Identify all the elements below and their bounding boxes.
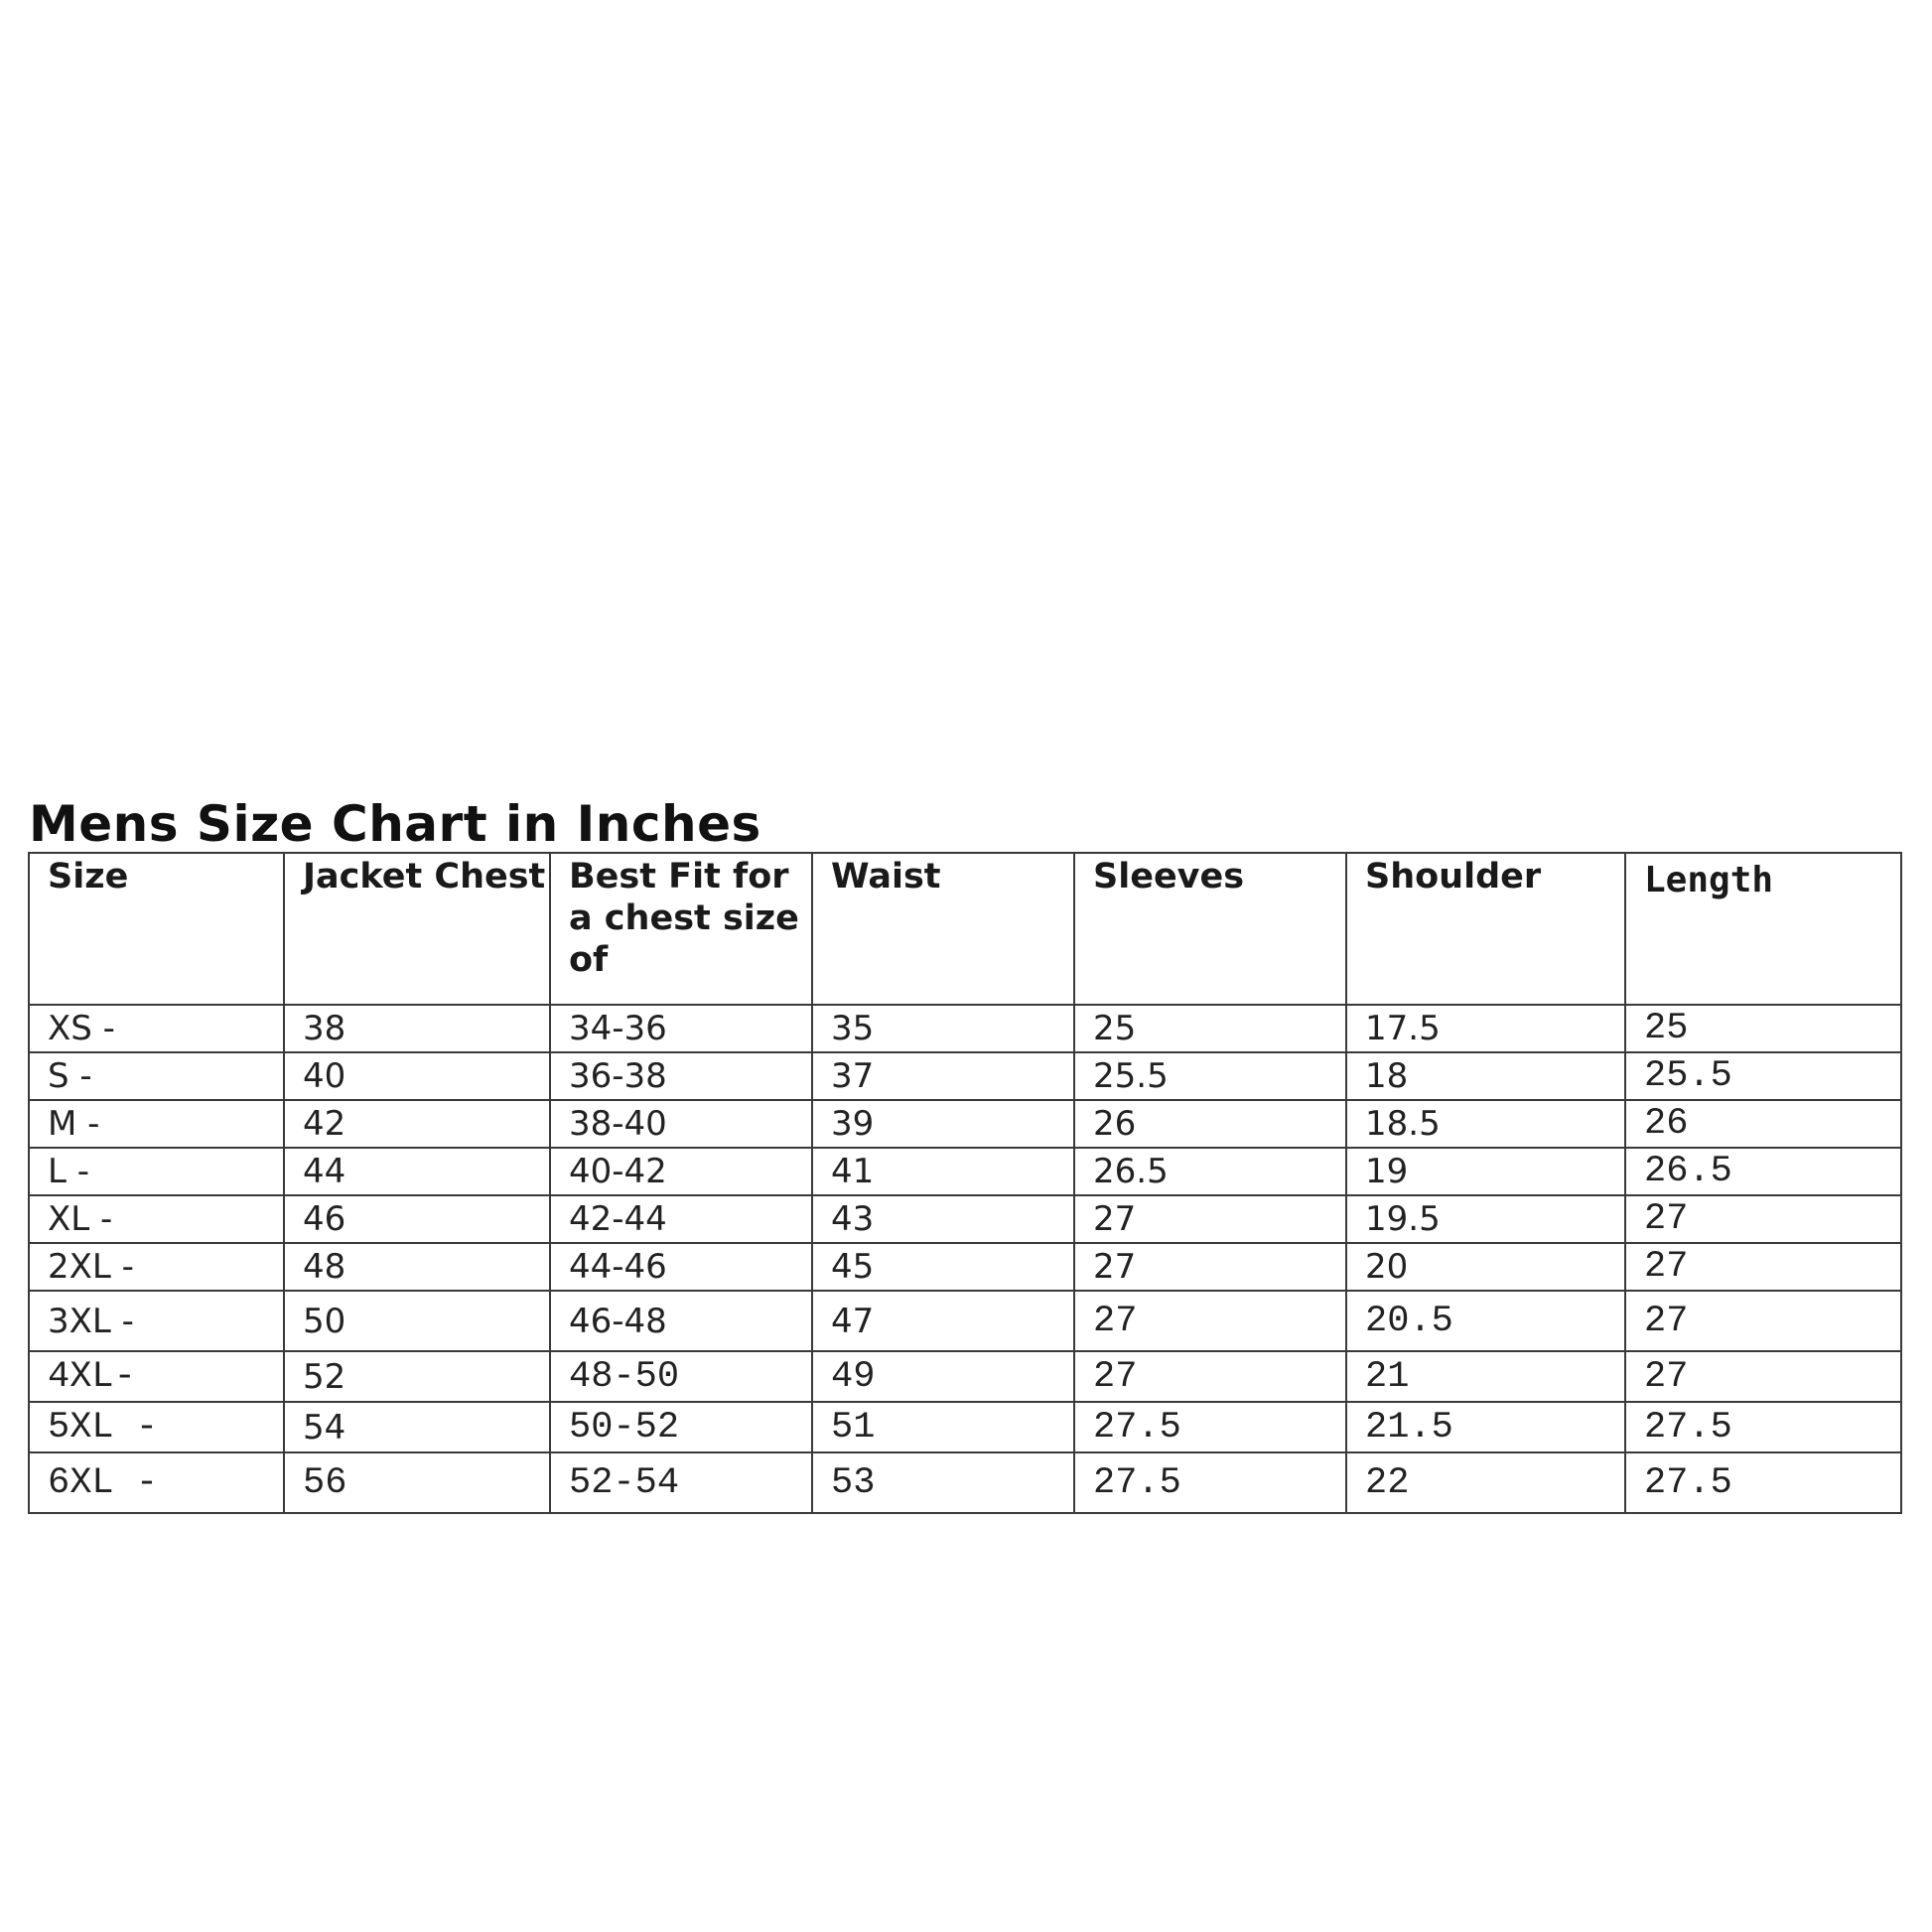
header-size: Size [29,853,284,1005]
cell-size: S - [29,1052,284,1100]
cell-shoulder: 18 [1346,1052,1625,1100]
cell-shoulder: 21 [1346,1351,1625,1402]
cell-shoulder: 17.5 [1346,1005,1625,1052]
cell-jacket-chest: 40 [284,1052,550,1100]
header-jacket-chest: Jacket Chest [284,853,550,1005]
table-row [29,1005,1901,1052]
cell-length: 25 [1625,1005,1901,1052]
cell-length: 27.5 [1625,1452,1901,1513]
cell-shoulder: 19.5 [1346,1195,1625,1243]
header-length: Length [1625,853,1901,1005]
cell-length: 26 [1625,1100,1901,1148]
cell-size: 2XL - [29,1243,284,1291]
cell-size: XS - [29,1005,284,1052]
cell-shoulder: 20.5 [1346,1291,1625,1351]
header-sleeves: Sleeves [1074,853,1346,1005]
cell-length: 27 [1625,1243,1901,1291]
cell-jacket-chest: 52 [284,1351,550,1402]
cell-sleeves: 26 [1074,1100,1346,1148]
table-row [29,1052,1901,1100]
cell-best-fit: 52-54 [550,1452,812,1513]
cell-waist: 37 [812,1052,1074,1100]
table-row [29,1351,1901,1402]
chart-title: Mens Size Chart in Inches [29,795,761,853]
table-row [29,1100,1901,1148]
cell-jacket-chest: 42 [284,1100,550,1148]
cell-sleeves: 27 [1074,1243,1346,1291]
cell-sleeves: 27 [1074,1351,1346,1402]
cell-jacket-chest: 56 [284,1452,550,1513]
cell-sleeves: 26.5 [1074,1148,1346,1195]
cell-size: 6XL - [29,1452,284,1513]
cell-jacket-chest: 54 [284,1402,550,1452]
cell-jacket-chest: 50 [284,1291,550,1351]
cell-shoulder: 20 [1346,1243,1625,1291]
cell-jacket-chest: 48 [284,1243,550,1291]
cell-jacket-chest: 46 [284,1195,550,1243]
cell-waist: 39 [812,1100,1074,1148]
table-row [29,1291,1901,1351]
cell-waist: 45 [812,1243,1074,1291]
header-shoulder: Shoulder [1346,853,1625,1005]
table-row [29,1243,1901,1291]
cell-length: 26.5 [1625,1148,1901,1195]
cell-best-fit: 38-40 [550,1100,812,1148]
table-header-row [29,853,1901,1005]
table-row [29,1402,1901,1452]
cell-shoulder: 22 [1346,1452,1625,1513]
cell-waist: 49 [812,1351,1074,1402]
cell-best-fit: 40-42 [550,1148,812,1195]
cell-sleeves: 27 [1074,1195,1346,1243]
cell-best-fit: 34-36 [550,1005,812,1052]
cell-sleeves: 25 [1074,1005,1346,1052]
header-best-fit: Best Fit for a chest size of [550,853,812,1005]
cell-size: 4XL- [29,1351,284,1402]
cell-jacket-chest: 44 [284,1148,550,1195]
table-row [29,1452,1901,1513]
cell-waist: 35 [812,1005,1074,1052]
cell-length: 27 [1625,1195,1901,1243]
cell-waist: 47 [812,1291,1074,1351]
cell-sleeves: 27.5 [1074,1402,1346,1452]
cell-best-fit: 36-38 [550,1052,812,1100]
cell-size: 5XL - [29,1402,284,1452]
cell-size: XL - [29,1195,284,1243]
cell-size: M - [29,1100,284,1148]
cell-shoulder: 19 [1346,1148,1625,1195]
cell-shoulder: 18.5 [1346,1100,1625,1148]
cell-best-fit: 42-44 [550,1195,812,1243]
cell-waist: 53 [812,1452,1074,1513]
table-row [29,1195,1901,1243]
cell-length: 27 [1625,1351,1901,1402]
header-waist: Waist [812,853,1074,1005]
cell-size: 3XL - [29,1291,284,1351]
cell-best-fit: 46-48 [550,1291,812,1351]
cell-length: 27 [1625,1291,1901,1351]
cell-size: L - [29,1148,284,1195]
cell-best-fit: 50-52 [550,1402,812,1452]
cell-sleeves: 25.5 [1074,1052,1346,1100]
cell-length: 27.5 [1625,1402,1901,1452]
cell-shoulder: 21.5 [1346,1402,1625,1452]
cell-best-fit: 48-50 [550,1351,812,1402]
cell-waist: 43 [812,1195,1074,1243]
cell-sleeves: 27 [1074,1291,1346,1351]
cell-sleeves: 27.5 [1074,1452,1346,1513]
cell-waist: 51 [812,1402,1074,1452]
table-row [29,1148,1901,1195]
cell-best-fit: 44-46 [550,1243,812,1291]
cell-length: 25.5 [1625,1052,1901,1100]
size-chart-table [28,852,1902,1514]
cell-jacket-chest: 38 [284,1005,550,1052]
cell-waist: 41 [812,1148,1074,1195]
